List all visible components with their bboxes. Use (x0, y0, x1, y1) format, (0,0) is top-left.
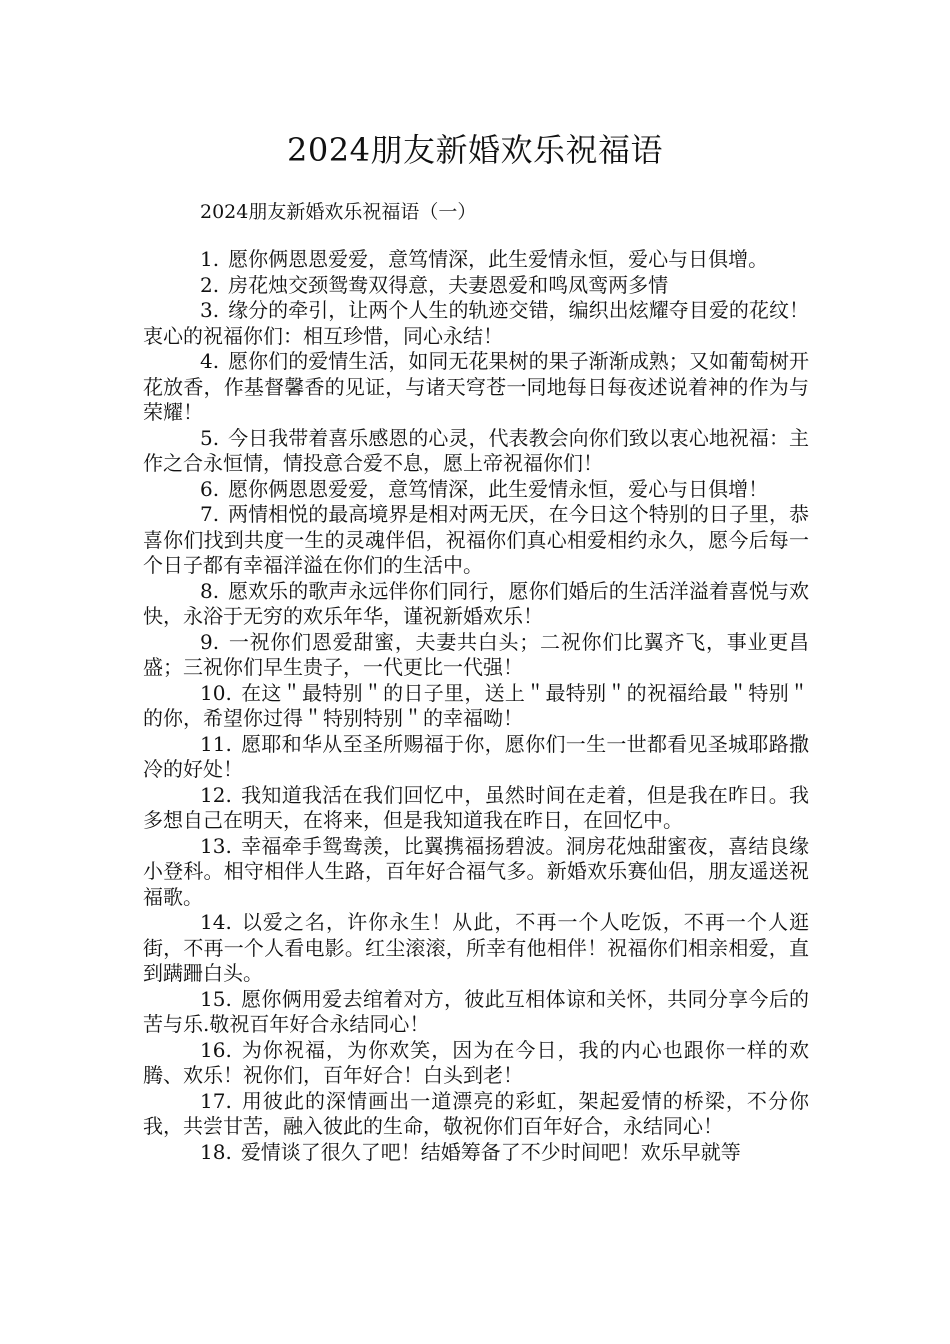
greeting-item-number: 6. (200, 476, 220, 501)
greeting-item-text: 今日我带着喜乐感恩的心灵，代表教会向你们致以衷心地祝福：主作之合永恒情，情投意合爱不息，愿上帝祝福你们！ (143, 425, 809, 475)
greeting-item (143, 579, 809, 630)
greeting-item-text: 为你祝福，为你欢笑，因为在今日，我的内心也跟你一样的欢腾、欢乐！祝你们，百年好合！白头到老！ (143, 1037, 809, 1087)
greeting-item (143, 1089, 809, 1140)
greeting-item-text: 缘分的牵引，让两个人生的轨迹交错，编织出炫耀夺目爱的花纹！衷心的祝福你们：相互珍惜，同心永结！ (143, 298, 809, 348)
greeting-item (143, 273, 809, 299)
greeting-item-text: 用彼此的深情画出一道漂亮的彩虹，架起爱情的桥梁，不分你我，共尝甘苦，融入彼此的生命，敬祝你们百年好合，永结同心！ (143, 1088, 809, 1138)
greeting-item-number: 7. (200, 502, 220, 526)
greeting-item-text: 爱情谈了很久了吧！结婚筹备了不少时间吧！欢乐早就等 (240, 1139, 741, 1164)
greeting-item (143, 834, 809, 911)
greeting-item-number: 13. (200, 833, 232, 858)
document-subtitle: 2024朋友新婚欢乐祝福语（一） (200, 201, 477, 223)
greeting-item-text: 一祝你们恩爱甜蜜，夫妻共白头；二祝你们比翼齐飞，事业更昌盛；三祝你们早生贵子，一代更比一代强！ (143, 629, 809, 679)
greeting-item (143, 630, 809, 681)
greeting-item (143, 987, 809, 1038)
greeting-item (143, 298, 809, 349)
greeting-item-number: 14. (200, 910, 232, 934)
greeting-item-number: 10. (200, 680, 232, 705)
greeting-item-text: 幸福牵手鸳鸯羡，比翼携福扬碧波。洞房花烛甜蜜夜，喜结良缘小登科。相守相伴人生路，百年好合福气多。新婚欢乐赛仙侣，朋友遥送祝福歌。 (143, 833, 809, 909)
greeting-item-text: 愿你俩用爱去绾着对方，彼此互相体谅和关怀，共同分享今后的苦与乐.敬祝百年好合永结同心！ (143, 986, 809, 1036)
document-title: 2024朋友新婚欢乐祝福语 (287, 131, 663, 169)
greeting-item-number: 1. (200, 247, 220, 271)
greeting-item (143, 732, 809, 783)
greeting-item-text: 在这＂最特别＂的日子里，送上＂最特别＂的祝福给最＂特别＂的你，希望你过得＂特别特别＂的幸福呦！ (143, 680, 809, 730)
greeting-item-number: 12. (200, 782, 232, 807)
greeting-item-text: 房花烛交颈鸳鸯双得意，夫妻恩爱和鸣凤鸾两多情 (228, 272, 669, 297)
greeting-item (143, 1140, 809, 1166)
greeting-item-text: 愿你俩恩恩爱爱，意笃情深，此生爱情永恒，爱心与日俱增！ (228, 476, 769, 501)
greeting-item-number: 4. (200, 349, 220, 373)
greeting-item (143, 247, 809, 273)
greeting-item-number: 16. (200, 1037, 232, 1062)
greeting-item-number: 15. (200, 986, 232, 1011)
greeting-item-number: 8. (200, 578, 220, 603)
greeting-list (143, 247, 809, 1165)
greeting-item (143, 502, 809, 579)
greeting-item-text: 以爱之名，许你永生！从此，不再一个人吃饭，不再一个人逛街，不再一个人看电影。红尘滚滚，所幸有他相伴！祝福你们相亲相爱，直到蹒跚白头。 (143, 910, 809, 985)
greeting-item-number: 5. (200, 425, 220, 450)
greeting-item-number: 17. (200, 1088, 232, 1113)
greeting-item-text: 愿你俩恩恩爱爱，意笃情深，此生爱情永恒，爱心与日俱增。 (228, 247, 769, 271)
greeting-item (143, 1038, 809, 1089)
greeting-item-text: 愿耶和华从至圣所赐福于你，愿你们一生一世都看见圣城耶路撒冷的好处！ (143, 731, 809, 781)
greeting-item-text: 愿欢乐的歌声永远伴你们同行，愿你们婚后的生活洋溢着喜悦与欢快，永浴于无穷的欢乐年华，谨祝新婚欢乐！ (143, 578, 809, 628)
greeting-item (143, 910, 809, 987)
greeting-item-number: 18. (200, 1139, 232, 1164)
greeting-item-number: 2. (200, 272, 220, 297)
greeting-item-number: 11. (200, 731, 232, 756)
greeting-item (143, 426, 809, 477)
greeting-item-text: 两情相悦的最高境界是相对两无厌，在今日这个特别的日子里，恭喜你们找到共度一生的灵魂伴侣，祝福你们真心相爱相约永久，愿今后每一个日子都有幸福洋溢在你们的生活中。 (143, 502, 809, 577)
greeting-item-number: 3. (200, 298, 220, 322)
greeting-item-text: 愿你们的爱情生活，如同无花果树的果子渐渐成熟；又如葡萄树开花放香，作基督馨香的见证，与诸天穹苍一同地每日每夜述说着神的作为与荣耀！ (143, 349, 809, 424)
greeting-item (143, 681, 809, 732)
greeting-item (143, 349, 809, 426)
greeting-item-text: 我知道我活在我们回忆中，虽然时间在走着，但是我在昨日。我多想自己在明天，在将来，但是我知道我在昨日，在回忆中。 (143, 782, 809, 832)
greeting-item (143, 783, 809, 834)
greeting-item-number: 9. (200, 629, 220, 654)
greeting-item (143, 477, 809, 503)
